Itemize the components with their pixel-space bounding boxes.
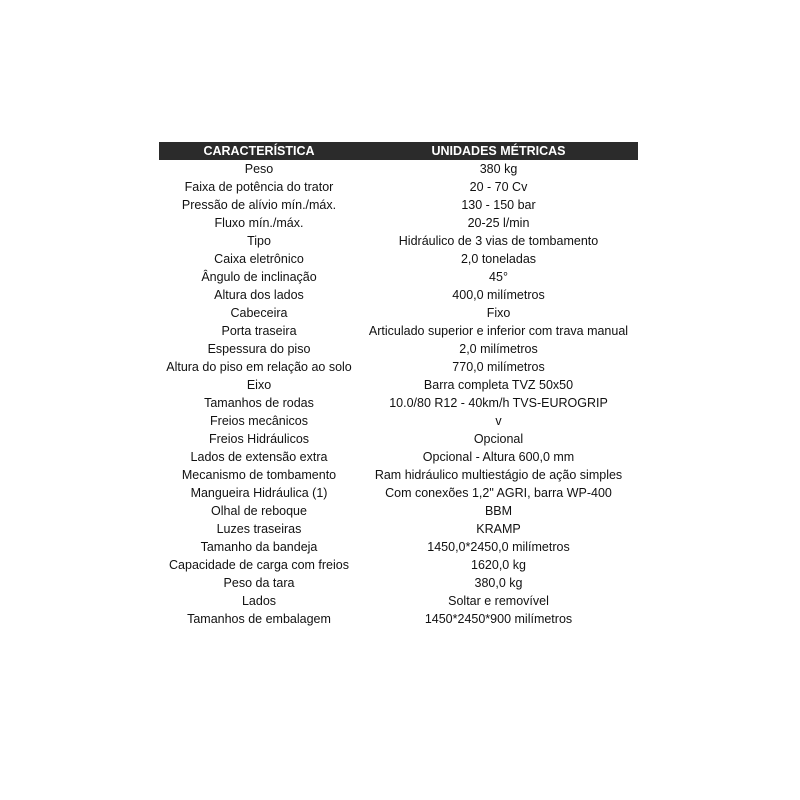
value-cell: Com conexões 1,2" AGRI, barra WP-400 xyxy=(385,486,612,500)
value-cell: Opcional - Altura 600,0 mm xyxy=(422,450,575,464)
feature-cell: Freios mecânicos xyxy=(210,414,308,428)
table-row xyxy=(159,358,638,376)
table-row xyxy=(159,304,638,322)
table-row xyxy=(159,592,638,610)
value-cell: Fixo xyxy=(486,306,511,320)
table-row xyxy=(159,466,638,484)
value-cell: 1450,0*2450,0 milímetros xyxy=(427,540,570,554)
feature-cell: Pressão de alívio mín./máx. xyxy=(181,198,337,212)
feature-cell: Fluxo mín./máx. xyxy=(214,216,304,230)
value-cell: 20-25 l/min xyxy=(467,216,530,230)
spec-table xyxy=(159,142,638,628)
feature-cell: Espessura do piso xyxy=(207,342,311,356)
feature-cell: Faixa de potência do trator xyxy=(184,180,334,194)
value-cell: 130 - 150 bar xyxy=(461,198,536,212)
table-row xyxy=(159,394,638,412)
value-cell: Articulado superior e inferior com trava manual xyxy=(368,324,629,338)
feature-cell: Olhal de reboque xyxy=(211,504,307,518)
table-row xyxy=(159,610,638,628)
feature-cell: Luzes traseiras xyxy=(216,522,302,536)
header-metric-units: UNIDADES MÉTRICAS xyxy=(359,142,638,160)
table-row xyxy=(159,232,638,250)
value-cell: 380 kg xyxy=(479,162,518,176)
value-cell: 10.0/80 R12 - 40km/h TVS-EUROGRIP xyxy=(389,396,608,410)
feature-cell: Altura do piso em relação ao solo xyxy=(166,360,352,374)
value-cell: 1450*2450*900 milímetros xyxy=(424,612,573,626)
table-row xyxy=(159,430,638,448)
feature-cell: Eixo xyxy=(246,378,272,392)
table-row xyxy=(159,448,638,466)
table-row xyxy=(159,286,638,304)
feature-cell: Mecanismo de tombamento xyxy=(181,468,337,482)
value-cell: v xyxy=(495,414,502,428)
feature-cell: Cabeceira xyxy=(230,306,288,320)
value-cell: 20 - 70 Cv xyxy=(469,180,528,194)
value-cell: 2,0 toneladas xyxy=(460,252,537,266)
feature-cell: Capacidade de carga com freios xyxy=(169,558,349,572)
feature-cell: Peso xyxy=(244,162,274,176)
table-row xyxy=(159,340,638,358)
table-row xyxy=(159,268,638,286)
table-row xyxy=(159,574,638,592)
table-row xyxy=(159,556,638,574)
value-cell: 45° xyxy=(489,270,508,284)
value-cell: BBM xyxy=(484,504,513,518)
header-feature: CARACTERÍSTICA xyxy=(159,142,359,160)
value-cell: Hidráulico de 3 vias de tombamento xyxy=(398,234,599,248)
table-header-row xyxy=(159,142,638,160)
value-cell: 2,0 milímetros xyxy=(459,342,538,356)
feature-cell: Lados xyxy=(241,594,277,608)
value-cell: Opcional xyxy=(473,432,524,446)
value-cell: 1620,0 kg xyxy=(471,558,526,572)
table-row xyxy=(159,502,638,520)
feature-cell: Tipo xyxy=(247,234,271,248)
feature-cell: Mangueira Hidráulica (1) xyxy=(190,486,328,500)
table-row xyxy=(159,196,638,214)
value-cell: Soltar e removível xyxy=(448,594,549,608)
table-row xyxy=(159,322,638,340)
feature-cell: Tamanhos de rodas xyxy=(204,396,314,410)
table-row xyxy=(159,250,638,268)
feature-cell: Caixa eletrônico xyxy=(214,252,304,266)
table-body xyxy=(159,160,638,628)
value-cell: Barra completa TVZ 50x50 xyxy=(423,378,574,392)
feature-cell: Lados de extensão extra xyxy=(190,450,328,464)
table-row xyxy=(159,376,638,394)
feature-cell: Peso da tara xyxy=(223,576,295,590)
value-cell: Ram hidráulico multiestágio de ação simples xyxy=(374,468,623,482)
table-row xyxy=(159,160,638,178)
value-cell: 380,0 kg xyxy=(474,576,523,590)
feature-cell: Ângulo de inclinação xyxy=(201,270,317,284)
table-row xyxy=(159,214,638,232)
feature-cell: Tamanho da bandeja xyxy=(200,540,318,554)
table-row xyxy=(159,178,638,196)
table-row xyxy=(159,412,638,430)
table-row xyxy=(159,484,638,502)
feature-cell: Tamanhos de embalagem xyxy=(187,612,331,626)
table-row xyxy=(159,538,638,556)
feature-cell: Altura dos lados xyxy=(214,288,304,302)
value-cell: KRAMP xyxy=(476,522,521,536)
feature-cell: Freios Hidráulicos xyxy=(208,432,310,446)
feature-cell: Porta traseira xyxy=(221,324,297,338)
table-row xyxy=(159,520,638,538)
value-cell: 400,0 milímetros xyxy=(452,288,545,302)
value-cell: 770,0 milímetros xyxy=(452,360,545,374)
